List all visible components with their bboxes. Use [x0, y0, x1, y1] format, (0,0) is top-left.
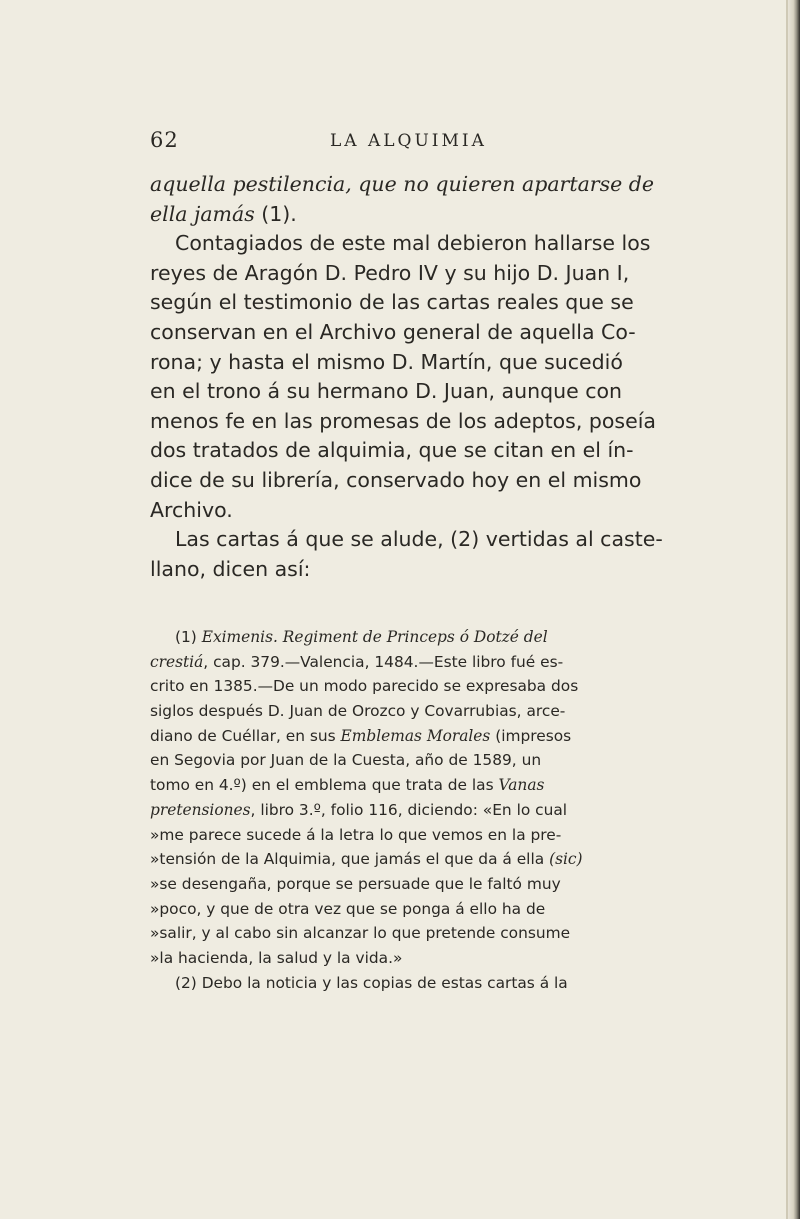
footnote-line: siglos después D. Juan de Orozco y Covarrubias, arce- — [150, 702, 566, 721]
footnote-line: »la hacienda, la salud y la vida.» — [150, 948, 403, 967]
footnote-title: pretensiones — [150, 800, 251, 819]
text-line: llano, dicen así: — [150, 556, 311, 581]
footnote-text: »tensión de la Alquimia, que jamás el que da á ella — [150, 850, 550, 869]
text-line: reyes de Aragón D. Pedro IV y su hijo D. Juan I, — [150, 260, 630, 285]
text-line: Contagiados de este mal debieron hallarse los — [175, 231, 651, 256]
italic-quote: ella jamás — [150, 201, 255, 226]
main-text — [150, 170, 685, 584]
footnote-number: (1) — [175, 628, 202, 646]
running-head: LA ALQUIMIA — [330, 131, 487, 151]
footnote-line — [150, 724, 685, 749]
text-line: menos fe en las promesas de los adeptos, poseía — [150, 408, 656, 433]
footnote-text: diano de Cuéllar, en sus — [150, 726, 341, 745]
page-number: 62 — [150, 128, 179, 152]
footnote-line — [150, 847, 685, 872]
footnote-text: , libro 3.º, folio 116, diciendo: «En lo cual — [250, 800, 568, 819]
text-line: dice de su librería, conservado hoy en el mismo — [150, 467, 642, 492]
page-header — [0, 128, 790, 158]
text-line: Las cartas á que se alude, (2) vertidas al caste- — [175, 527, 663, 552]
footnote-line: »salir, y al cabo sin alcanzar lo que pretende consume — [150, 924, 571, 943]
footnote-line: »se desengaña, porque se persuade que le faltó muy — [150, 874, 561, 893]
footnote-title: crestiá — [150, 652, 204, 671]
footnote-sic: (sic) — [549, 850, 583, 869]
text-line: según el testimonio de las cartas reales que se — [150, 290, 634, 315]
footnote-ref: (1). — [254, 201, 297, 226]
footnote-title: Eximenis. Regiment de Princeps ó Dotzé del — [201, 628, 548, 646]
text-line: en el trono á su hermano D. Juan, aunque con — [150, 379, 623, 404]
italic-quote: aquella pestilencia, que no quieren apartarse de — [150, 172, 655, 196]
footnote-line: »poco, y que de otra vez que se ponga á ello ha de — [150, 899, 546, 918]
footnote-line — [150, 773, 685, 798]
footnote-line: (2) Debo la noticia y las copias de estas cartas á la — [175, 973, 568, 992]
footnote-text: tomo en 4.º) en el emblema que trata de las — [150, 776, 499, 795]
footnote-title: Emblemas Morales — [340, 726, 491, 745]
footnote-text: (impresos — [490, 726, 572, 745]
footnote-line — [150, 625, 685, 650]
footnote-line — [150, 798, 685, 823]
text-line: Archivo. — [150, 497, 233, 522]
footnote-line: »me parece sucede á la letra lo que vemos en la pre- — [150, 825, 562, 844]
footnote-line: crito en 1385.—De un modo parecido se expresaba dos — [150, 677, 579, 696]
footnote-title: Vanas — [498, 776, 545, 795]
text-line — [150, 170, 685, 200]
footnote-text: , cap. 379.—Valencia, 1484.—Este libro fué es- — [203, 652, 564, 671]
text-line: dos tratados de alquimia, que se citan en el ín- — [150, 438, 634, 463]
book-binding-edge — [788, 0, 800, 1219]
footnotes — [150, 625, 685, 995]
footnote-line: en Segovia por Juan de la Cuesta, año de 1589, un — [150, 751, 542, 770]
text-line: rona; y hasta el mismo D. Martín, que sucedió — [150, 349, 623, 374]
text-line — [150, 200, 685, 230]
footnote-line — [150, 650, 685, 675]
text-line: conservan en el Archivo general de aquella Co- — [150, 319, 636, 344]
